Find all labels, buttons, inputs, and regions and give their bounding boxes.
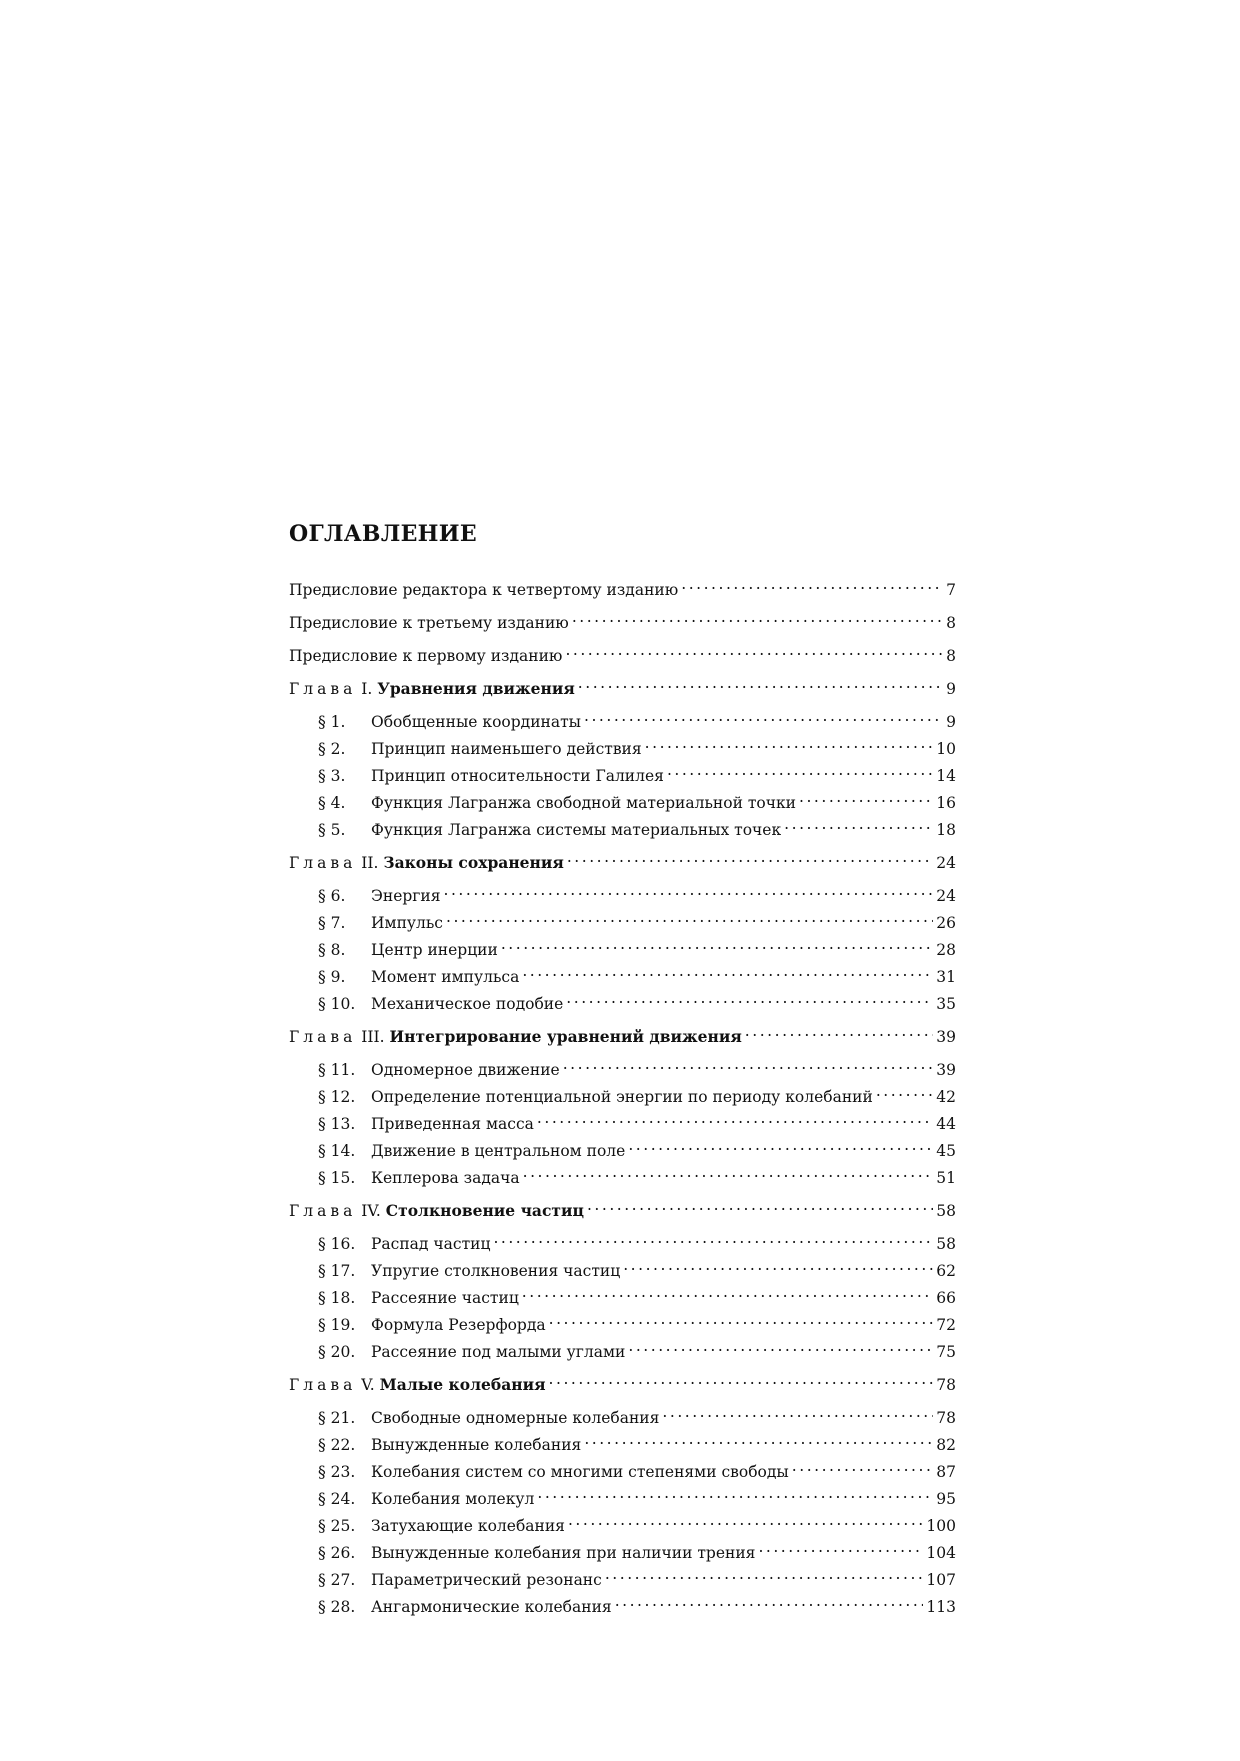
section-heading xyxy=(289,994,563,1015)
chapter-entry[interactable] xyxy=(289,673,956,700)
section-title: Центр инерции xyxy=(371,941,498,959)
page-number: 78 xyxy=(936,1376,956,1394)
dot-leader xyxy=(444,880,934,901)
section-number: § 15. xyxy=(318,1169,356,1187)
dot-leader xyxy=(628,1336,933,1357)
section-list xyxy=(289,1228,956,1363)
section-title: Ангармонические колебания xyxy=(371,1598,612,1616)
section-heading xyxy=(289,913,443,934)
dot-leader xyxy=(758,1537,923,1558)
dot-leader xyxy=(662,1402,933,1423)
dot-leader xyxy=(587,1195,933,1216)
section-title: Принцип относительности Галилея xyxy=(371,767,664,785)
section-title: Вынужденные колебания при наличии трения xyxy=(371,1544,756,1562)
section-heading xyxy=(289,1168,520,1189)
page-number: 87 xyxy=(936,1463,956,1481)
section-entry[interactable] xyxy=(289,1429,956,1456)
page-number: 14 xyxy=(936,767,956,785)
chapter-title: Уравнения движения xyxy=(377,679,575,698)
page-number: 75 xyxy=(936,1343,956,1361)
page-number: 42 xyxy=(936,1088,956,1106)
dot-leader xyxy=(572,607,943,628)
page-number: 8 xyxy=(946,614,956,632)
section-number: § 24. xyxy=(318,1490,356,1508)
section-entry[interactable] xyxy=(289,1135,956,1162)
dot-leader xyxy=(745,1021,933,1042)
section-title: Механическое подобие xyxy=(371,995,564,1013)
section-number: § 6. xyxy=(318,887,346,905)
section-heading xyxy=(289,1141,625,1162)
section-title: Приведенная масса xyxy=(371,1115,534,1133)
section-number: § 13. xyxy=(318,1115,356,1133)
dot-leader xyxy=(563,1054,934,1075)
section-number: § 16. xyxy=(318,1235,356,1253)
page-number: 9 xyxy=(946,713,956,731)
section-heading xyxy=(289,1060,560,1081)
preface-entry[interactable] xyxy=(289,574,956,601)
section-heading xyxy=(289,1489,534,1510)
chapter-entry[interactable] xyxy=(289,1369,956,1396)
section-entry[interactable] xyxy=(289,1402,956,1429)
chapter-title: Малые колебания xyxy=(379,1375,546,1394)
section-heading xyxy=(289,1570,602,1591)
section-heading xyxy=(289,1435,581,1456)
section-list xyxy=(289,1054,956,1189)
dot-leader xyxy=(876,1081,933,1102)
dot-leader xyxy=(681,574,943,595)
chapter-number: I. xyxy=(361,680,373,698)
dot-leader xyxy=(568,1510,923,1531)
section-entry[interactable] xyxy=(289,907,956,934)
section-title: Упругие столкновения частиц xyxy=(371,1262,621,1280)
section-number: § 11. xyxy=(318,1061,356,1079)
section-number: § 8. xyxy=(318,941,346,959)
chapter-number: III. xyxy=(361,1028,385,1046)
preface-title: Предисловие к третьему изданию xyxy=(289,614,569,632)
page-number: 107 xyxy=(926,1571,956,1589)
page-number: 39 xyxy=(936,1061,956,1079)
preface-title: Предисловие редактора к четвертому изданию xyxy=(289,581,679,599)
chapter-word: Глава xyxy=(289,1028,357,1046)
dot-leader xyxy=(584,1429,933,1450)
dot-leader xyxy=(615,1591,924,1612)
dot-leader xyxy=(645,733,934,754)
dot-leader xyxy=(623,1255,933,1276)
section-number: § 1. xyxy=(318,713,346,731)
page-number: 58 xyxy=(936,1202,956,1220)
chapter-word: Глава xyxy=(289,854,357,872)
page-number: 45 xyxy=(936,1142,956,1160)
dot-leader xyxy=(549,1369,934,1390)
section-title: Колебания систем со многими степенями свободы xyxy=(371,1463,789,1481)
page-number: 58 xyxy=(936,1235,956,1253)
section-number: § 14. xyxy=(318,1142,356,1160)
chapter-heading xyxy=(289,1026,742,1048)
section-heading xyxy=(289,712,581,733)
chapter-heading xyxy=(289,1374,546,1396)
section-entry[interactable] xyxy=(289,787,956,814)
section-entry[interactable] xyxy=(289,1228,956,1255)
page-number: 78 xyxy=(936,1409,956,1427)
section-number: § 27. xyxy=(318,1571,356,1589)
section-heading xyxy=(289,793,796,814)
dot-leader xyxy=(537,1108,933,1129)
section-title: Энергия xyxy=(371,887,441,905)
section-number: § 21. xyxy=(318,1409,356,1427)
page-number: 62 xyxy=(936,1262,956,1280)
section-number: § 5. xyxy=(318,821,346,839)
page-number: 24 xyxy=(936,854,956,872)
page-number: 9 xyxy=(946,680,956,698)
chapter-heading xyxy=(289,1200,584,1222)
section-list xyxy=(289,880,956,1015)
dot-leader xyxy=(446,907,933,928)
page-number: 44 xyxy=(936,1115,956,1133)
section-title: Распад частиц xyxy=(371,1235,491,1253)
section-entry[interactable] xyxy=(289,1537,956,1564)
chapter-word: Глава xyxy=(289,1376,357,1394)
chapter-word: Глава xyxy=(289,680,357,698)
section-number: § 9. xyxy=(318,968,346,986)
page-number: 10 xyxy=(936,740,956,758)
section-heading xyxy=(289,1462,789,1483)
toc-body xyxy=(289,574,956,1618)
section-entry[interactable] xyxy=(289,1591,956,1618)
section-entry[interactable] xyxy=(289,1054,956,1081)
section-heading xyxy=(289,739,642,760)
dot-leader xyxy=(667,760,933,781)
section-title: Вынужденные колебания xyxy=(371,1436,582,1454)
section-number: § 20. xyxy=(318,1343,356,1361)
section-number: § 26. xyxy=(318,1544,356,1562)
chapter-title: Столкновение частиц xyxy=(385,1201,584,1220)
page-number: 82 xyxy=(936,1436,956,1454)
section-heading xyxy=(289,1516,565,1537)
section-entry[interactable] xyxy=(289,706,956,733)
dot-leader xyxy=(523,1162,934,1183)
section-entry[interactable] xyxy=(289,1309,956,1336)
preface-entry[interactable] xyxy=(289,607,956,634)
page-number: 100 xyxy=(926,1517,956,1535)
section-title: Функция Лагранжа системы материальных точек xyxy=(371,821,782,839)
table-of-contents xyxy=(289,518,956,1624)
section-entry[interactable] xyxy=(289,934,956,961)
section-heading xyxy=(289,967,519,988)
page-number: 18 xyxy=(936,821,956,839)
section-number: § 25. xyxy=(318,1517,356,1535)
page-number: 104 xyxy=(926,1544,956,1562)
section-entry[interactable] xyxy=(289,1336,956,1363)
dot-leader xyxy=(578,673,943,694)
section-heading xyxy=(289,1234,490,1255)
dot-leader xyxy=(565,640,943,661)
section-title: Импульс xyxy=(371,914,443,932)
chapter-title: Интегрирование уравнений движения xyxy=(389,1027,742,1046)
dot-leader xyxy=(522,1282,933,1303)
section-heading xyxy=(289,1597,612,1618)
dot-leader xyxy=(501,934,933,955)
section-heading xyxy=(289,1543,755,1564)
section-entry[interactable] xyxy=(289,1162,956,1189)
chapter-entry[interactable] xyxy=(289,1195,956,1222)
dot-leader xyxy=(784,814,933,835)
section-entry[interactable] xyxy=(289,880,956,907)
section-entry[interactable] xyxy=(289,1483,956,1510)
chapter-number: V. xyxy=(361,1376,375,1394)
page-number: 51 xyxy=(936,1169,956,1187)
section-number: § 22. xyxy=(318,1436,356,1454)
dot-leader xyxy=(567,847,933,868)
section-number: § 7. xyxy=(318,914,346,932)
section-heading xyxy=(289,1288,519,1309)
section-heading xyxy=(289,940,498,961)
page-number: 7 xyxy=(946,581,956,599)
dot-leader xyxy=(549,1309,934,1330)
section-heading xyxy=(289,820,781,841)
section-entry[interactable] xyxy=(289,1510,956,1537)
section-entry[interactable] xyxy=(289,733,956,760)
section-title: Обобщенные координаты xyxy=(371,713,582,731)
section-list xyxy=(289,706,956,841)
section-title: Определение потенциальной энергии по периоду колебаний xyxy=(371,1088,873,1106)
section-number: § 23. xyxy=(318,1463,356,1481)
chapter-number: II. xyxy=(361,854,379,872)
section-title: Затухающие колебания xyxy=(371,1517,565,1535)
section-title: Одномерное движение xyxy=(371,1061,560,1079)
section-heading xyxy=(289,1261,620,1282)
section-heading xyxy=(289,766,664,787)
chapter-heading xyxy=(289,852,564,874)
page-number: 66 xyxy=(936,1289,956,1307)
section-title: Движение в центральном поле xyxy=(371,1142,626,1160)
chapter-entry[interactable] xyxy=(289,847,956,874)
section-entry[interactable] xyxy=(289,814,956,841)
section-heading xyxy=(289,1087,873,1108)
section-heading xyxy=(289,1315,546,1336)
section-title: Параметрический резонанс xyxy=(371,1571,602,1589)
section-number: § 12. xyxy=(318,1088,356,1106)
section-title: Формула Резерфорда xyxy=(371,1316,546,1334)
section-entry[interactable] xyxy=(289,988,956,1015)
dot-leader xyxy=(537,1483,933,1504)
dot-leader xyxy=(799,787,933,808)
dot-leader xyxy=(628,1135,933,1156)
chapter-heading xyxy=(289,678,575,700)
section-heading xyxy=(289,1408,659,1429)
toc-title: ОГЛАВЛЕНИЕ xyxy=(289,521,477,547)
page-number: 113 xyxy=(926,1598,956,1616)
section-title: Момент импульса xyxy=(371,968,520,986)
section-entry[interactable] xyxy=(289,961,956,988)
section-title: Свободные одномерные колебания xyxy=(371,1409,660,1427)
section-list xyxy=(289,1402,956,1618)
section-number: § 2. xyxy=(318,740,346,758)
section-number: § 4. xyxy=(318,794,346,812)
section-heading xyxy=(289,1342,625,1363)
section-entry[interactable] xyxy=(289,1456,956,1483)
section-entry[interactable] xyxy=(289,1108,956,1135)
page-number: 28 xyxy=(936,941,956,959)
page-number: 95 xyxy=(936,1490,956,1508)
dot-leader xyxy=(605,1564,924,1585)
chapter-title: Законы сохранения xyxy=(383,853,564,872)
dot-leader xyxy=(566,988,933,1009)
dot-leader xyxy=(792,1456,933,1477)
dot-leader xyxy=(493,1228,933,1249)
section-title: Рассеяние частиц xyxy=(371,1289,519,1307)
page-number: 39 xyxy=(936,1028,956,1046)
section-entry[interactable] xyxy=(289,1081,956,1108)
preface-title: Предисловие к первому изданию xyxy=(289,647,563,665)
section-number: § 3. xyxy=(318,767,346,785)
dot-leader xyxy=(584,706,943,727)
section-title: Колебания молекул xyxy=(371,1490,535,1508)
page-number: 35 xyxy=(936,995,956,1013)
page-number: 16 xyxy=(936,794,956,812)
section-title: Кеплерова задача xyxy=(371,1169,520,1187)
section-number: § 18. xyxy=(318,1289,356,1307)
dot-leader xyxy=(522,961,933,982)
chapter-word: Глава xyxy=(289,1202,357,1220)
page-number: 26 xyxy=(936,914,956,932)
section-entry[interactable] xyxy=(289,1255,956,1282)
section-title: Принцип наименьшего действия xyxy=(371,740,642,758)
page-number: 31 xyxy=(936,968,956,986)
page-number: 8 xyxy=(946,647,956,665)
section-title: Функция Лагранжа свободной материальной точки xyxy=(371,794,797,812)
section-entry[interactable] xyxy=(289,760,956,787)
section-number: § 10. xyxy=(318,995,356,1013)
chapter-number: IV. xyxy=(361,1202,381,1220)
section-title: Рассеяние под малыми углами xyxy=(371,1343,626,1361)
section-number: § 28. xyxy=(318,1598,356,1616)
section-number: § 19. xyxy=(318,1316,356,1334)
section-heading xyxy=(289,886,441,907)
page-number: 72 xyxy=(936,1316,956,1334)
preface-entry[interactable] xyxy=(289,640,956,667)
page-number: 24 xyxy=(936,887,956,905)
chapter-entry[interactable] xyxy=(289,1021,956,1048)
section-number: § 17. xyxy=(318,1262,356,1280)
section-entry[interactable] xyxy=(289,1564,956,1591)
section-heading xyxy=(289,1114,534,1135)
section-entry[interactable] xyxy=(289,1282,956,1309)
